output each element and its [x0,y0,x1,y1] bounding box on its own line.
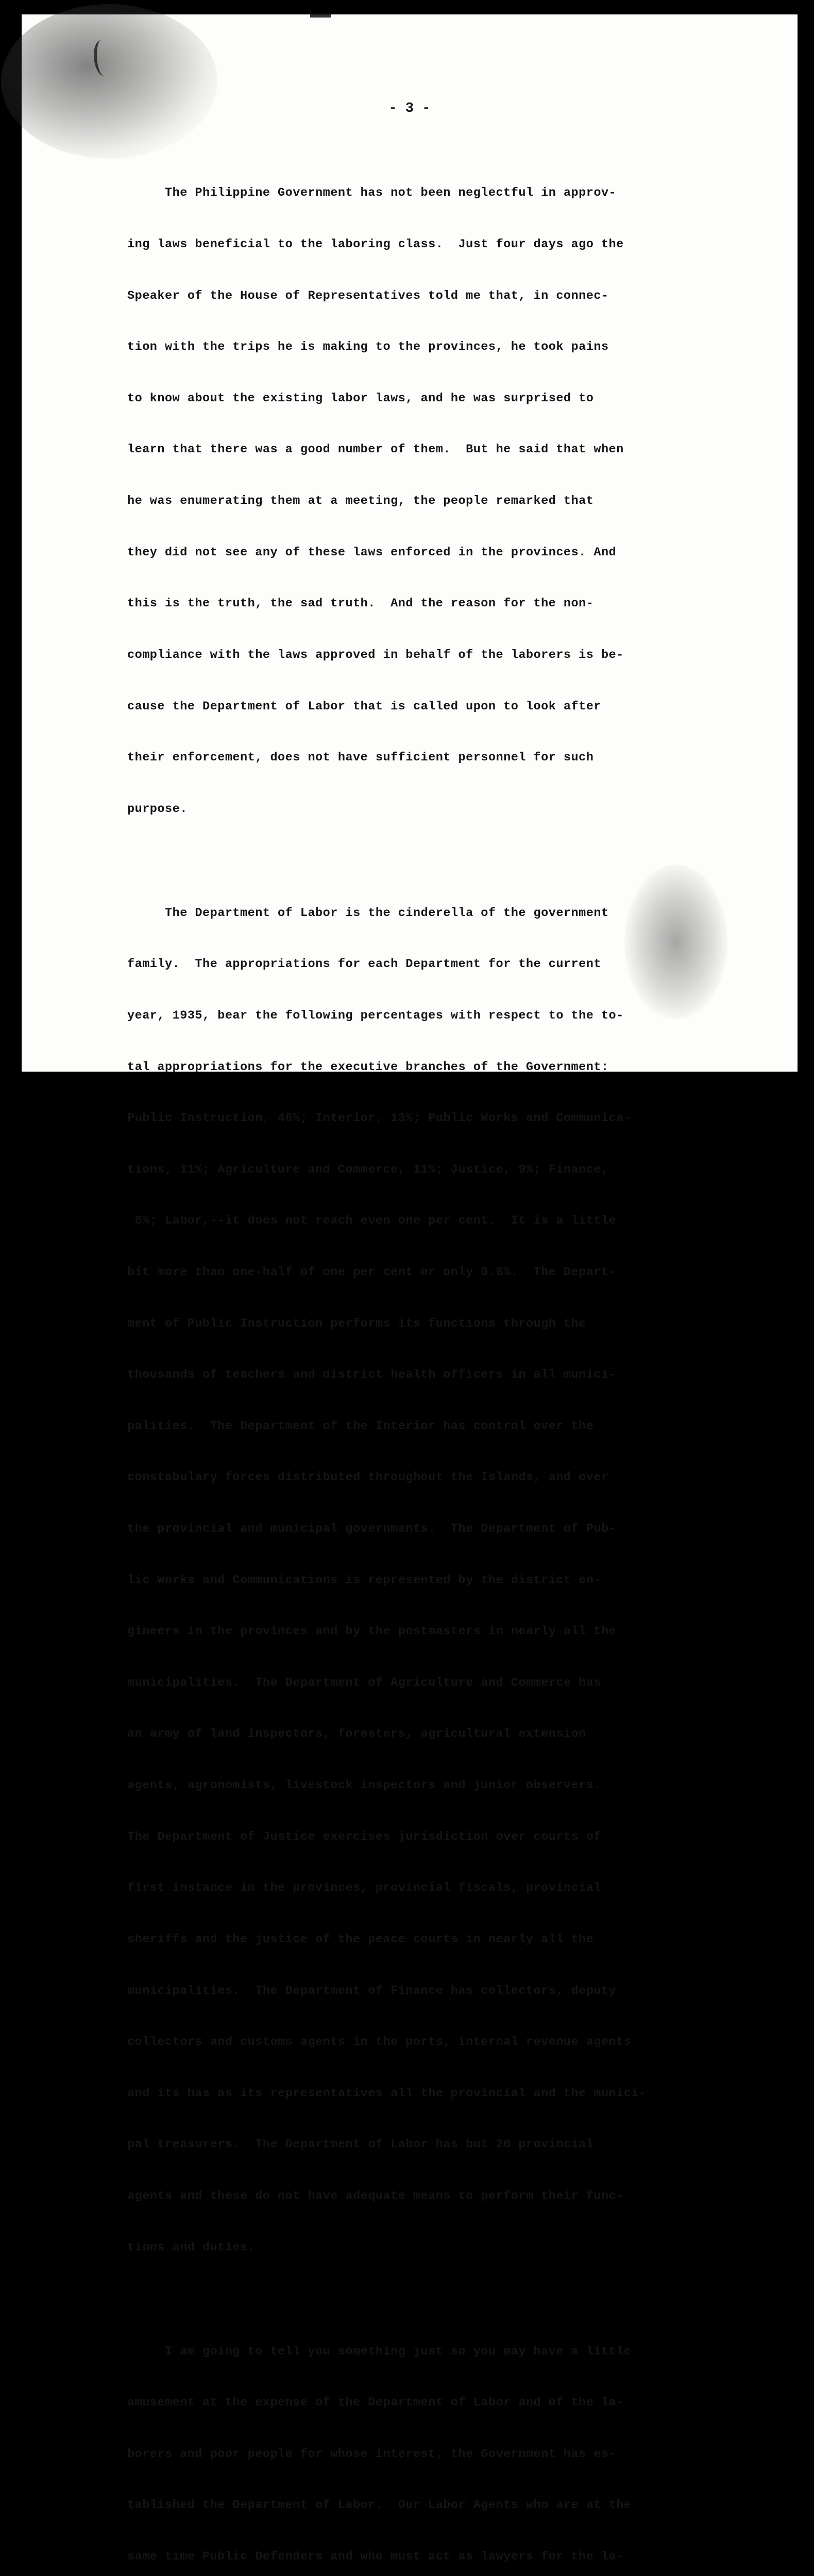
body-text [127,150,720,2576]
text-line: purpose. [127,802,188,816]
text-line: and its has as its representatives all the provincial and the munici- [127,2086,647,2100]
text-line: borers and poor people for whose interest, the Government has es- [127,2447,617,2461]
text-line: an army of land inspectors, foresters, agricultural extension [127,1727,586,1741]
text-line: agents, agronomists, livestock inspectors and junior observers. [127,1778,601,1793]
text-line: I am going to tell you something just so you may have a little [127,2344,632,2359]
paragraph-1 [127,150,720,852]
text-line: he was enumerating them at a meeting, the people remarked that [127,494,594,509]
paragraph-2 [127,870,720,2290]
text-line: municipalities. The Department of Agriculture and Commerce has [127,1675,601,1690]
text-line: amusement at the expense of the Department of Labor and of the la- [127,2396,624,2410]
document-page [22,14,798,2564]
text-line: compliance with the laws approved in behalf of the laborers is be- [127,648,624,662]
text-line: gineers in the provinces and by the postmasters in nearly all the [127,1624,617,1639]
text-line: constabulary forces distributed throughout the Islands, and over [127,1470,609,1485]
text-line: Public Instruction, 46%; Interior, 13%; Public Works and Communica- [127,1111,632,1126]
text-line: the provincial and municipal governments. The Department of Pub- [127,1522,617,1536]
text-line: tions and duties. [127,2240,256,2255]
text-line: ment of Public Instruction performs its functions through the [127,1316,586,1331]
text-line: they did not see any of these laws enforced in the provinces. And [127,545,617,560]
text-line: tablished the Department of Labor. Our Labor Agents who are at the [127,2498,632,2513]
text-line: The Philippine Government has not been neglectful in approv- [127,186,617,200]
text-line: sheriffs and the justice of the peace courts in nearly all the [127,1932,594,1946]
text-line: thousands of teachers and district health officers in all munici- [127,1368,617,1382]
text-line: ing laws beneficial to the laboring class. Just four days ago the [127,238,624,252]
text-line: collectors and customs agents in the ports, internal revenue agents [127,2035,632,2049]
paper-crease [94,40,112,76]
text-line: The Department of Labor is the cinderella of the government [127,906,609,920]
text-line: agents and these do not have adequate means to perform their func- [127,2189,624,2203]
text-line: their enforcement, does not have sufficient personnel for such [127,751,594,765]
paragraph-3 [127,2309,720,2576]
text-line: pal treasurers. The Department of Labor has but 20 provincial [127,2138,594,2152]
text-line: bit more than one-half of one per cent or only 0.6%. The Depart- [127,1265,617,1279]
text-line: municipalities. The Department of Finance has collectors, deputy [127,1984,617,1998]
text-line: family. The appropriations for each Department for the current [127,957,601,972]
text-line: tions, 11%; Agriculture and Commerce, 11%; Justice, 9%; Finance, [127,1162,609,1177]
text-line: Speaker of the House of Representatives told me that, in connec- [127,289,609,303]
text-line: year, 1935, bear the following percentages with respect to the to- [127,1008,624,1023]
text-line: learn that there was a good number of them. But he said that when [127,443,624,457]
top-edge-mark [310,14,331,18]
text-line: palities. The Department of the Interior has control over the [127,1419,594,1433]
text-line: 8%; Labor,--it does not reach even one per cent. It is a little [127,1214,617,1228]
text-line: tion with the trips he is making to the provinces, he took pains [127,340,609,354]
text-line: cause the Department of Labor that is called upon to look after [127,699,601,714]
text-line: tal appropriations for the executive branches of the Government: [127,1060,609,1074]
text-line: to know about the existing labor laws, and he was surprised to [127,391,594,405]
water-stain-top [1,4,217,159]
page-number: - 3 - [388,101,431,116]
text-line: lic Works and Communications is represented by the district en- [127,1573,601,1587]
text-line: first instance in the provinces, provincial fiscals, provincial [127,1881,601,1895]
text-line: same time Public Defenders and who must act as lawyers for the la- [127,2550,624,2564]
text-line: this is the truth, the sad truth. And the reason for the non- [127,597,594,611]
text-line: The Department of Justice exercises jurisdiction over courts of [127,1829,601,1844]
